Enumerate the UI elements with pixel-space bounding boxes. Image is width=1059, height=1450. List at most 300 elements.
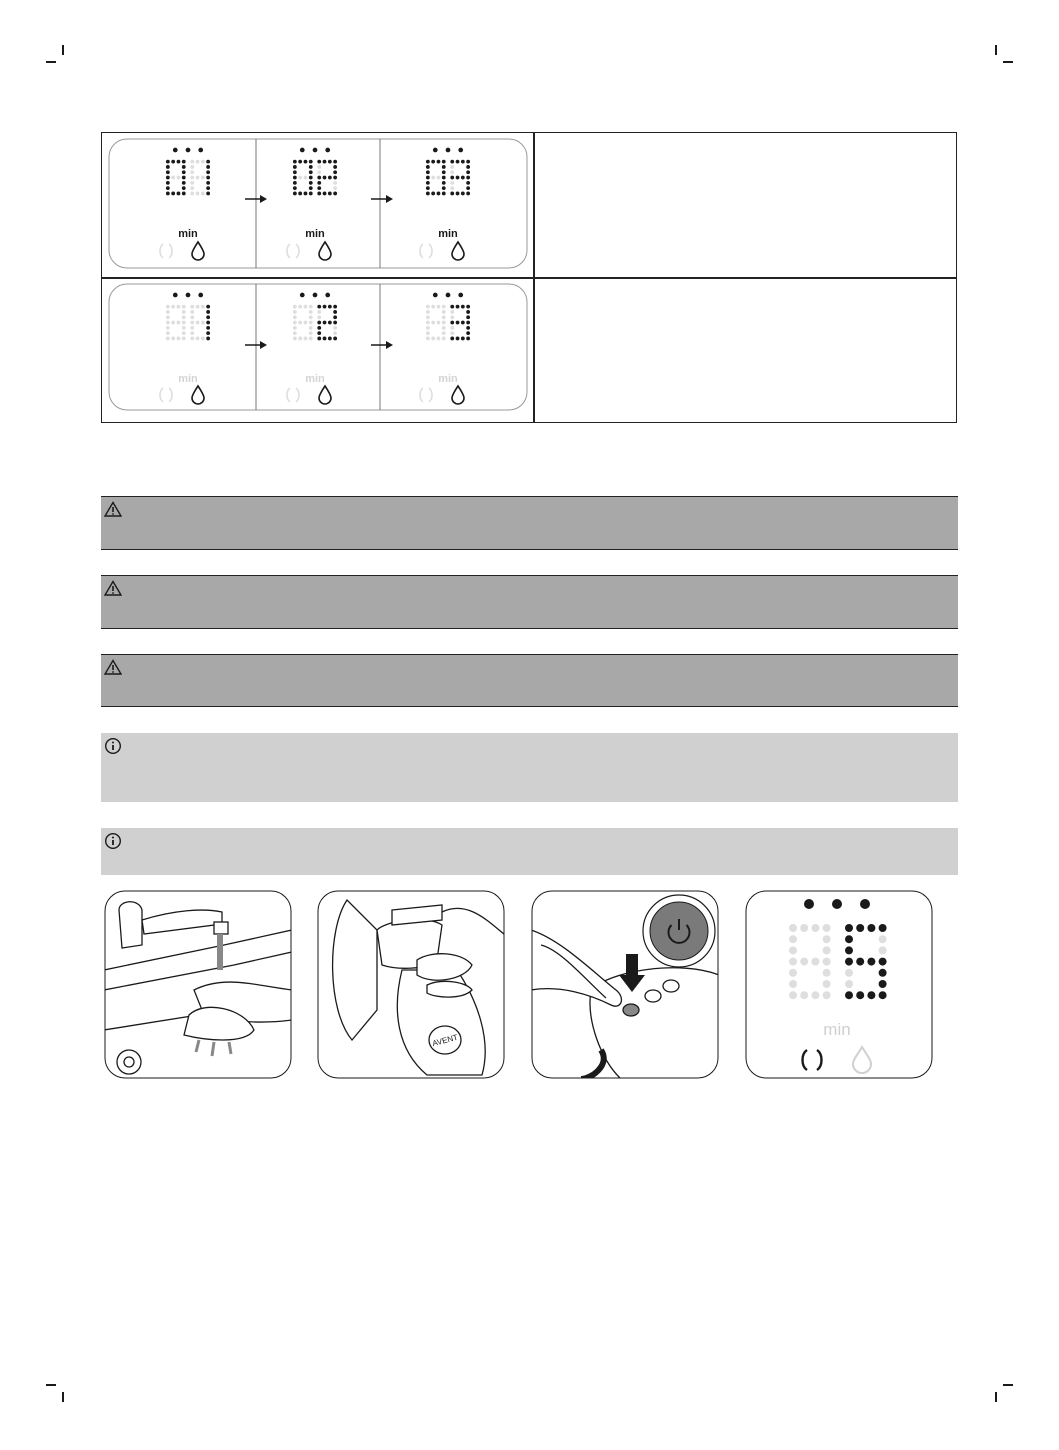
display-dot-off (431, 176, 435, 180)
display-dot-on (461, 337, 465, 341)
display-dot-on (867, 958, 875, 966)
display-dot-off (196, 192, 200, 196)
display-dot-on (317, 160, 321, 164)
display-dot-on (328, 176, 332, 180)
display-dot-on (206, 326, 210, 330)
display-dot-off (166, 331, 170, 335)
indicator-dot (446, 293, 451, 298)
display-dot-on (450, 305, 454, 309)
display-dot-on (304, 192, 308, 196)
row-description (542, 141, 942, 271)
display-dot-on (461, 321, 465, 325)
display-dot-on (323, 160, 327, 164)
display-dot-off (190, 305, 194, 309)
display-dot-on (182, 165, 186, 169)
display-dot-off (800, 958, 808, 966)
display-dot-off (879, 946, 887, 954)
display-dot-on (328, 160, 332, 164)
display-dot-off (196, 321, 200, 325)
display-dot-on (426, 176, 430, 180)
press-power-button-illustration (531, 890, 719, 1079)
table-row (108, 138, 528, 269)
display-dot-off (182, 310, 186, 314)
display-dot-on (456, 305, 460, 309)
display-dot-on (856, 991, 864, 999)
display-dot-off (166, 310, 170, 314)
display-dot-on (426, 170, 430, 174)
indicator-dot (173, 148, 178, 153)
display-dot-off (177, 321, 181, 325)
indicator-dot (186, 293, 191, 298)
display-dot-off (437, 337, 441, 341)
display-dot-off (789, 958, 797, 966)
display-dot-off (426, 326, 430, 330)
crop-mark (995, 45, 997, 55)
display-dot-on (323, 192, 327, 196)
display-dot-on (293, 181, 297, 185)
display-dot-on (333, 337, 337, 341)
display-dot-on (206, 192, 210, 196)
display-dot-on (466, 321, 470, 325)
display-dot-off (811, 924, 819, 932)
display-dot-on (166, 165, 170, 169)
display-dot-off (811, 958, 819, 966)
display-dot-on (182, 192, 186, 196)
display-dot-off (811, 991, 819, 999)
display-dot-off (190, 331, 194, 335)
display-dot-on (293, 176, 297, 180)
warning-bar (101, 575, 958, 629)
display-dot-on (333, 165, 337, 169)
display-dot-on (456, 192, 460, 196)
display-dot-on (317, 181, 321, 185)
display-dot-off (845, 969, 853, 977)
display-dot-off (166, 321, 170, 325)
display-dot-off (293, 305, 297, 309)
display-dot-off (442, 310, 446, 314)
display-dot-off (426, 310, 430, 314)
display-dot-on (309, 165, 313, 169)
display-dot-off (177, 337, 181, 341)
display-dot-on (867, 991, 875, 999)
indicator-dot (458, 293, 463, 298)
display-panel-strip (108, 283, 528, 414)
indicator-dot (198, 148, 203, 153)
display-dot-on (442, 186, 446, 190)
display-dot-on (426, 192, 430, 196)
warning-icon (104, 580, 122, 596)
display-dot-on (456, 321, 460, 325)
display-panel-strip (108, 138, 528, 269)
unit-label: min (178, 373, 198, 385)
display-dot-off (426, 331, 430, 335)
display-dot-on (466, 170, 470, 174)
display-dot-off (182, 321, 186, 325)
display-dot-on (450, 321, 454, 325)
display-dot-on (317, 321, 321, 325)
unit-label: min (438, 228, 458, 240)
display-dot-on (293, 165, 297, 169)
display-dot-off (298, 176, 302, 180)
display-dot-on (466, 331, 470, 335)
display-dot-off (789, 946, 797, 954)
display-dot-on (182, 181, 186, 185)
display-dot-on (466, 176, 470, 180)
display-dot-on (317, 305, 321, 309)
crop-mark (46, 61, 56, 63)
display-dot-on (293, 192, 297, 196)
display-dot-off (309, 326, 313, 330)
display-dot-on (845, 924, 853, 932)
display-dot-on (328, 337, 332, 341)
display-dot-off (182, 331, 186, 335)
display-dot-on (466, 305, 470, 309)
display-dot-off (196, 176, 200, 180)
display-dot-off (293, 310, 297, 314)
display-dot-off (789, 935, 797, 943)
display-dot-on (461, 176, 465, 180)
display-dot-off (190, 160, 194, 164)
display-dot-on (206, 310, 210, 314)
display-dot-on (206, 337, 210, 341)
display-dot-off (442, 331, 446, 335)
display-dot-on (466, 192, 470, 196)
display-dot-on (845, 958, 853, 966)
display-dot-off (450, 331, 454, 335)
display-dot-off (171, 321, 175, 325)
display-dot-on (206, 160, 210, 164)
indicator-dot (433, 293, 438, 298)
display-dot-off (171, 176, 175, 180)
display-dot-off (304, 305, 308, 309)
display-dot-on (426, 181, 430, 185)
display-dot-on (442, 165, 446, 169)
display-dot-on (461, 305, 465, 309)
display-dot-off (823, 946, 831, 954)
display-dot-on (323, 337, 327, 341)
display-dot-on (177, 160, 181, 164)
display-dot-on (328, 192, 332, 196)
display-dot-on (298, 192, 302, 196)
display-dot-off (823, 958, 831, 966)
display-dot-on (333, 160, 337, 164)
display-dot-on (456, 160, 460, 164)
table-row (108, 283, 528, 414)
warning-bar (101, 654, 958, 707)
display-dot-on (293, 160, 297, 164)
display-dot-on (293, 170, 297, 174)
display-dot-off (293, 337, 297, 341)
display-dot-off (293, 331, 297, 335)
display-dot-off (190, 165, 194, 169)
display-dot-off (298, 337, 302, 341)
display-dot-off (293, 321, 297, 325)
note-bar (101, 733, 958, 802)
display-dot-off (823, 935, 831, 943)
display-dot-on (166, 192, 170, 196)
display-dot-on (867, 924, 875, 932)
display-dot-on (437, 160, 441, 164)
display-dot-off (309, 310, 313, 314)
indicator-dot (173, 293, 178, 298)
display-dot-on (206, 305, 210, 309)
display-dot-on (166, 186, 170, 190)
display-dot-on (182, 160, 186, 164)
display-dot-off (309, 305, 313, 309)
display-dot-on (206, 165, 210, 169)
display-dot-on (333, 321, 337, 325)
display-dot-on (317, 186, 321, 190)
display-dot-off (442, 305, 446, 309)
indicator-dot (186, 148, 191, 153)
display-dot-off (166, 305, 170, 309)
display-dot-on (328, 305, 332, 309)
display-dot-on (317, 337, 321, 341)
display-dot-off (177, 305, 181, 309)
display-dot-off (293, 315, 297, 319)
display-dot-off (196, 305, 200, 309)
crop-mark (995, 1392, 997, 1402)
display-sequence-table (101, 132, 957, 423)
display-dot-off (442, 337, 446, 341)
display-dot-on (879, 924, 887, 932)
display-dot-off (442, 326, 446, 330)
table-divider (533, 133, 535, 422)
display-dot-on (431, 192, 435, 196)
display-dot-off (177, 176, 181, 180)
unit-label: min (305, 228, 325, 240)
display-dot-on (431, 160, 435, 164)
display-dot-on (442, 170, 446, 174)
display-dot-on (845, 935, 853, 943)
display-dot-on (317, 326, 321, 330)
display-dot-on (845, 946, 853, 954)
display-dot-on (206, 176, 210, 180)
display-dot-on (206, 321, 210, 325)
display-dot-off (450, 165, 454, 169)
display-dot-on (456, 337, 460, 341)
display-dot-on (182, 170, 186, 174)
display-dot-off (789, 969, 797, 977)
display-dot-off (304, 176, 308, 180)
display-dot-on (426, 160, 430, 164)
display-dot-on (333, 305, 337, 309)
display-dot-on (317, 192, 321, 196)
info-icon (104, 832, 122, 850)
display-dot-off (823, 991, 831, 999)
indicator-dot (313, 293, 318, 298)
display-dot-off (333, 186, 337, 190)
display-dot-on (879, 991, 887, 999)
indicator-dot (325, 293, 330, 298)
unit-label: min (823, 1020, 851, 1039)
display-dot-on (333, 170, 337, 174)
wash-hands-illustration (104, 890, 292, 1079)
display-dot-on (166, 181, 170, 185)
display-dot-off (182, 337, 186, 341)
display-dot-on (323, 321, 327, 325)
display-dot-off (304, 321, 308, 325)
unit-label: min (438, 373, 458, 385)
display-dot-off (196, 337, 200, 341)
display-dot-on (309, 170, 313, 174)
display-dot-on (333, 315, 337, 319)
display-dot-off (166, 337, 170, 341)
hold-breast-pump-illustration (317, 890, 505, 1079)
display-dot-on (466, 165, 470, 169)
display-dot-on (437, 192, 441, 196)
display-dot-on (323, 176, 327, 180)
display-dot-on (309, 192, 313, 196)
display-dot-off (789, 991, 797, 999)
info-icon (104, 737, 122, 755)
display-dot-off (442, 321, 446, 325)
display-dot-off (171, 337, 175, 341)
display-05-min-illustration (745, 890, 933, 1079)
indicator-dot (300, 293, 305, 298)
display-dot-on (426, 165, 430, 169)
display-dot-off (201, 321, 205, 325)
display-dot-on (461, 160, 465, 164)
display-dot-on (206, 331, 210, 335)
warning-icon (104, 659, 122, 675)
indicator-dot (458, 148, 463, 153)
indicator-dot (804, 899, 814, 909)
display-dot-on (317, 331, 321, 335)
display-dot-on (466, 315, 470, 319)
display-dot-on (442, 181, 446, 185)
display-dot-off (317, 165, 321, 169)
display-dot-off (431, 305, 435, 309)
display-dot-off (789, 980, 797, 988)
display-dot-off (437, 305, 441, 309)
display-dot-off (182, 305, 186, 309)
display-dot-on (333, 310, 337, 314)
display-dot-on (177, 192, 181, 196)
display-dot-on (466, 337, 470, 341)
display-dot-off (190, 337, 194, 341)
display-dot-on (466, 310, 470, 314)
display-dot-on (442, 176, 446, 180)
display-dot-off (196, 160, 200, 164)
display-dot-off (823, 969, 831, 977)
warning-bar (101, 496, 958, 550)
display-dot-on (879, 969, 887, 977)
display-dot-off (426, 315, 430, 319)
unit-label: min (178, 228, 198, 240)
display-dot-off (309, 321, 313, 325)
display-dot-on (466, 186, 470, 190)
display-dot-off (190, 326, 194, 330)
display-dot-on (426, 186, 430, 190)
display-dot-on (328, 321, 332, 325)
display-dot-on (856, 958, 864, 966)
display-dot-off (201, 176, 205, 180)
display-dot-on (166, 176, 170, 180)
display-dot-off (450, 326, 454, 330)
display-dot-off (201, 337, 205, 341)
display-dot-off (426, 305, 430, 309)
crop-mark (62, 45, 64, 55)
display-dot-on (309, 160, 313, 164)
display-dot-off (201, 305, 205, 309)
display-dot-off (190, 186, 194, 190)
display-dot-off (845, 980, 853, 988)
indicator-dot (433, 148, 438, 153)
display-dot-on (442, 192, 446, 196)
display-dot-on (461, 192, 465, 196)
display-dot-on (466, 160, 470, 164)
display-dot-on (450, 160, 454, 164)
display-dot-off (317, 170, 321, 174)
display-dot-off (182, 326, 186, 330)
display-dot-on (317, 176, 321, 180)
display-dot-on (206, 315, 210, 319)
indicator-dot (446, 148, 451, 153)
indicator-dot (300, 148, 305, 153)
warning-icon (104, 501, 122, 517)
display-dot-on (456, 176, 460, 180)
display-dot-off (190, 176, 194, 180)
display-dot-on (309, 186, 313, 190)
display-dot-off (190, 192, 194, 196)
display-dot-on (171, 192, 175, 196)
display-dot-off (190, 321, 194, 325)
display-dot-on (309, 176, 313, 180)
crop-mark (1003, 61, 1013, 63)
indicator-dot (313, 148, 318, 153)
display-dot-off (309, 337, 313, 341)
table-divider (102, 277, 956, 279)
display-dot-off (201, 192, 205, 196)
display-dot-off (201, 160, 205, 164)
display-dot-on (450, 192, 454, 196)
display-dot-off (182, 315, 186, 319)
crop-mark (62, 1392, 64, 1402)
indicator-dot (860, 899, 870, 909)
display-dot-off (431, 337, 435, 341)
display-dot-off (190, 170, 194, 174)
display-dot-on (333, 176, 337, 180)
display-dot-on (856, 924, 864, 932)
display-dot-off (309, 315, 313, 319)
display-dot-on (450, 337, 454, 341)
display-dot-on (166, 160, 170, 164)
display-dot-off (823, 924, 831, 932)
display-dot-on (182, 186, 186, 190)
display-dot-on (309, 181, 313, 185)
display-dot-off (450, 310, 454, 314)
display-dot-on (293, 186, 297, 190)
note-bar (101, 828, 958, 875)
display-dot-off (426, 337, 430, 341)
display-dot-off (442, 315, 446, 319)
display-dot-off (789, 924, 797, 932)
display-dot-on (171, 160, 175, 164)
display-dot-on (466, 326, 470, 330)
display-dot-off (309, 331, 313, 335)
display-dot-off (431, 321, 435, 325)
display-dot-off (293, 326, 297, 330)
display-dot-off (171, 305, 175, 309)
display-dot-off (317, 315, 321, 319)
display-dot-on (879, 958, 887, 966)
display-dot-off (450, 170, 454, 174)
display-dot-off (450, 315, 454, 319)
display-dot-off (437, 321, 441, 325)
crop-mark (1003, 1384, 1013, 1386)
crop-mark (46, 1384, 56, 1386)
